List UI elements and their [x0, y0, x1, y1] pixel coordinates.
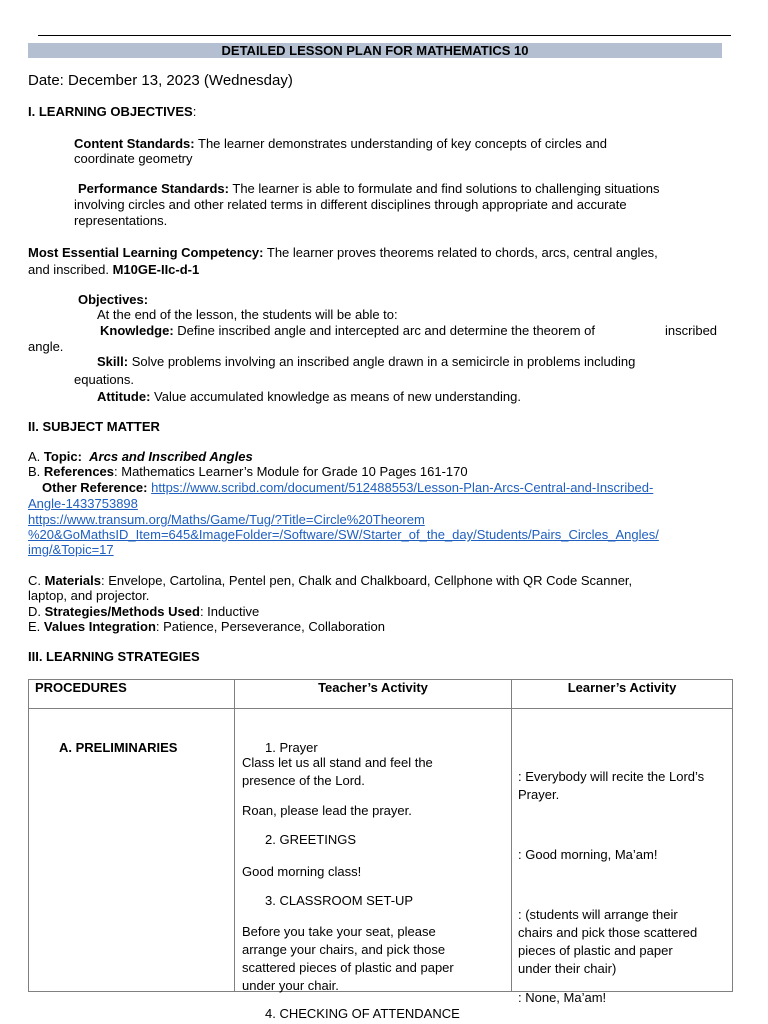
teacher-text: presence of the Lord. — [242, 773, 365, 788]
reference-link-scribd-cont[interactable]: Angle-1433753898 — [28, 496, 138, 511]
teacher-text: arrange your chairs, and pick those — [242, 942, 446, 957]
learner-text: Prayer. — [518, 787, 560, 802]
teacher-text: scattered pieces of plastic and paper — [242, 960, 454, 975]
strategies-line: D. Strategies/Methods Used: Inductive — [28, 604, 260, 619]
teacher-item-prayer: 1. Prayer — [265, 740, 318, 755]
column-header: PROCEDURES — [29, 680, 235, 709]
procedure-cell — [29, 709, 235, 992]
column-header: Teacher’s Activity — [235, 680, 512, 709]
reference-link-transum[interactable]: https://www.transum.org/Maths/Game/Tug/?Title=Circle%20Theorem — [28, 512, 425, 527]
table-row — [29, 709, 733, 992]
teacher-activity-cell — [235, 709, 512, 1021]
teacher-item-classroom-setup: 3. CLASSROOM SET-UP — [265, 893, 414, 908]
learner-text: : (students will arrange their — [518, 907, 678, 922]
learning-strategies-table — [28, 679, 733, 1021]
procedure-preliminaries: A. PRELIMINARIES — [59, 740, 178, 755]
objectives-label: Objectives: — [78, 292, 149, 307]
teacher-text: under your chair. — [242, 978, 339, 993]
teacher-item-attendance: 4. CHECKING OF ATTENDANCE — [265, 1006, 460, 1021]
section-subject-matter: II. SUBJECT MATTER — [28, 419, 160, 434]
teacher-text: Good morning class! — [242, 864, 362, 879]
objective-knowledge-tail: inscribed — [665, 323, 718, 338]
teacher-item-greetings: 2. GREETINGS — [265, 832, 357, 847]
materials-line-cont: laptop, and projector. — [28, 588, 150, 603]
reference-link-transum-cont[interactable]: %20&GoMathsID_Item=645&ImageFolder=/Software/SW/Starter_of_the_day/Students/Pairs_Circles_Angles/ — [28, 527, 659, 542]
reference-link-transum-cont[interactable]: img/&Topic=17 — [28, 542, 114, 557]
learner-text: under their chair) — [518, 961, 617, 976]
performance-standards: Performance Standards: The learner is able to formulate and find solutions to challenging situations — [78, 181, 660, 196]
performance-standards-cont: representations. — [74, 213, 168, 228]
top-rule — [38, 35, 731, 36]
topic-line: A. Topic: Arcs and Inscribed Angles — [28, 449, 253, 464]
section-learning-strategies: III. LEARNING STRATEGIES — [28, 649, 200, 664]
values-line: E. Values Integration: Patience, Perseverance, Collaboration — [28, 619, 385, 634]
reference-link-scribd[interactable]: https://www.scribd.com/document/512488553/Lesson-Plan-Arcs-Central-and-Inscribed- — [151, 480, 654, 495]
materials-line: C. Materials: Envelope, Cartolina, Pentel pen, Chalk and Chalkboard, Cellphone with QR Code Scanner, — [28, 573, 633, 588]
most-essential-competency-cont: and inscribed. M10GE-IIc-d-1 — [28, 262, 200, 277]
objective-attitude: Attitude: Value accumulated knowledge as means of new understanding. — [97, 389, 521, 404]
objective-knowledge-cont: angle. — [28, 339, 64, 354]
section-learning-objectives: I. LEARNING OBJECTIVES: — [28, 104, 197, 119]
content-standards-cont: coordinate geometry — [74, 151, 193, 166]
other-reference-line: Other Reference: https://www.scribd.com/document/512488553/Lesson-Plan-Arcs-Central-and-Inscribed- — [42, 480, 654, 495]
objective-knowledge: Knowledge: Define inscribed angle and intercepted arc and determine the theorem of — [100, 323, 595, 338]
objective-skill: Skill: Solve problems involving an inscribed angle drawn in a semicircle in problems including — [97, 354, 636, 369]
objectives-intro: At the end of the lesson, the students will be able to: — [97, 307, 398, 322]
column-header: Learner’s Activity — [512, 680, 733, 709]
learner-text: chairs and pick those scattered — [518, 925, 698, 940]
table-header-row — [29, 680, 733, 709]
learner-activity-cell — [512, 709, 733, 1005]
content-standards: Content Standards: The learner demonstrates understanding of key concepts of circles and — [74, 136, 608, 151]
performance-standards-cont: involving circles and other related terms in different disciplines through appropriate and accurate — [74, 197, 627, 212]
references-line: B. References: Mathematics Learner’s Module for Grade 10 Pages 161-170 — [28, 464, 468, 479]
learner-text: : Good morning, Ma’am! — [518, 847, 658, 862]
teacher-text: Before you take your seat, please — [242, 924, 436, 939]
objective-skill-cont: equations. — [74, 372, 134, 387]
document-title: DETAILED LESSON PLAN FOR MATHEMATICS 10 — [221, 43, 529, 58]
most-essential-competency: Most Essential Learning Competency: The learner proves theorems related to chords, arcs, central angles, — [28, 245, 658, 260]
learner-text: pieces of plastic and paper — [518, 943, 673, 958]
teacher-text: Class let us all stand and feel the — [242, 755, 433, 770]
lesson-date: Date: December 13, 2023 (Wednesday) — [28, 72, 293, 89]
teacher-text: Roan, please lead the prayer. — [242, 803, 412, 818]
learner-text: : Everybody will recite the Lord’s — [518, 769, 705, 784]
learner-text: : None, Ma’am! — [518, 990, 607, 1005]
